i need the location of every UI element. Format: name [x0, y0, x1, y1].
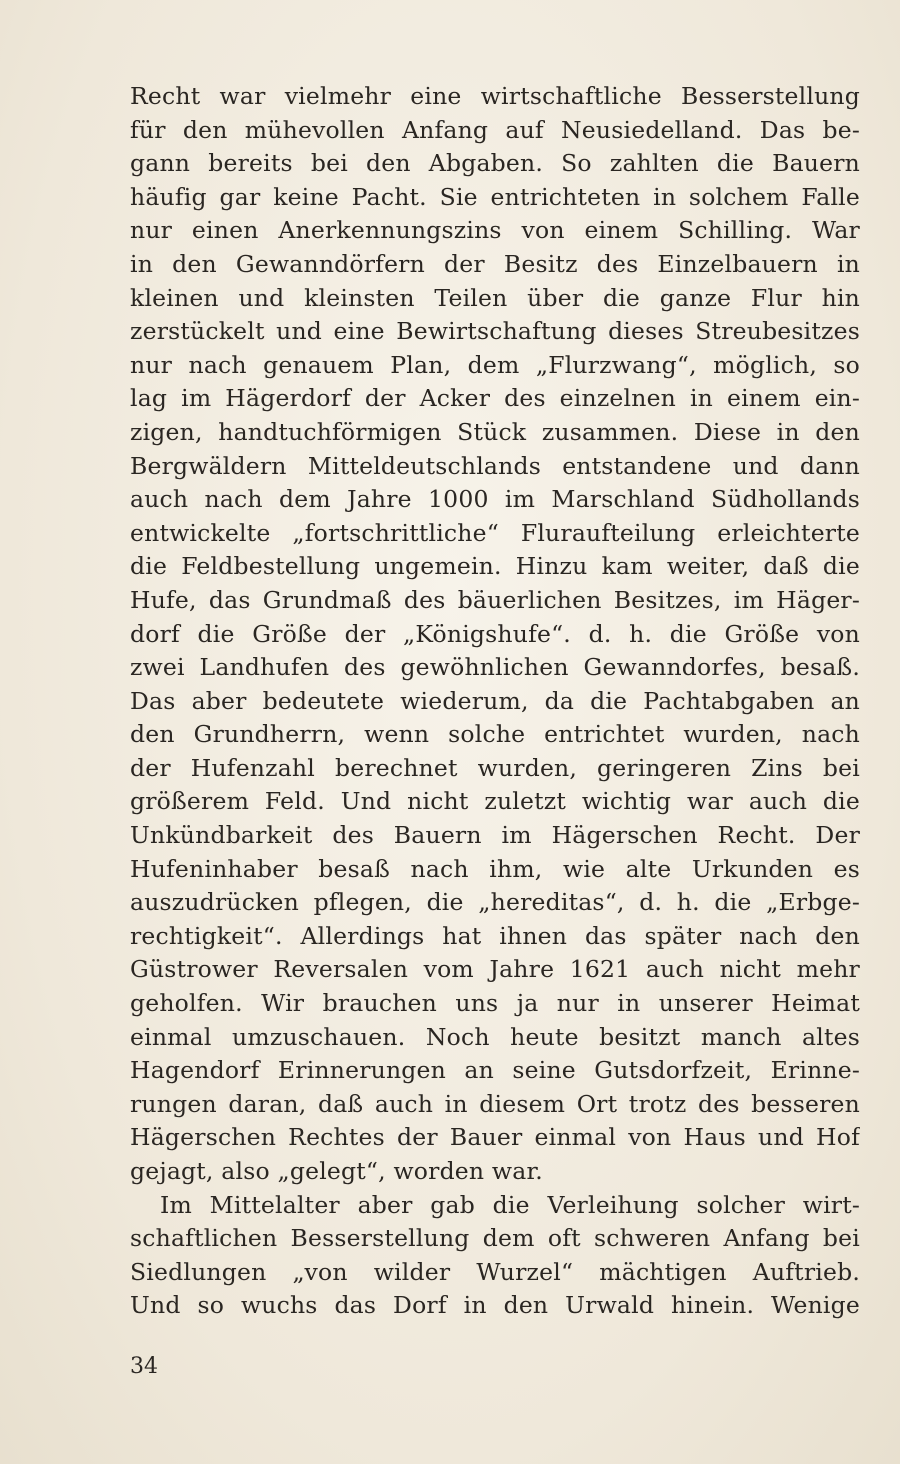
text-line: größerem Feld. Und nicht zuletzt wichtig war auch die — [130, 787, 860, 816]
text-line: rungen daran, daß auch in diesem Ort trotz des besseren — [130, 1089, 860, 1118]
text-line: Und so wuchs das Dorf in den Urwald hinein. Wenige — [130, 1291, 860, 1320]
text-line: Siedlungen „von wilder Wurzel“ mächtigen Auftrieb. — [130, 1257, 860, 1286]
text-line: Hufe, das Grundmaß des bäuerlichen Besitzes, im Häger- — [130, 585, 860, 614]
text-line: zigen, handtuchförmigen Stück zusammen. Diese in den — [130, 417, 860, 446]
text-line: gejagt, also „gelegt“, worden war. — [130, 1157, 543, 1185]
text-line: gann bereits bei den Abgaben. So zahlten die Bauern — [130, 149, 860, 178]
text-line: nur einen Anerkennungszins von einem Schilling. War — [130, 216, 860, 245]
text-line: dorf die Größe der „Königshufe“. d. h. die Größe von — [130, 619, 860, 648]
text-line: die Feldbestellung ungemein. Hinzu kam weiter, daß die — [130, 552, 860, 581]
text-line: Hufeninhaber besaß nach ihm, wie alte Urkunden es — [130, 854, 860, 883]
text-line: Bergwäldern Mitteldeutschlands entstandene und dann — [130, 451, 860, 480]
text-line: entwickelte „fortschrittliche“ Fluraufteilung erleichterte — [130, 518, 860, 547]
text-line: nur nach genauem Plan, dem „Flurzwang“, möglich, so — [130, 350, 860, 379]
text-line: Güstrower Reversalen vom Jahre 1621 auch nicht mehr — [130, 955, 860, 984]
text-line: Hägerschen Rechtes der Bauer einmal von Haus und Hof — [130, 1123, 860, 1152]
text-line: lag im Hägerdorf der Acker des einzelnen in einem ein- — [130, 384, 860, 413]
text-line: Das aber bedeutete wiederum, da die Pachtabgaben an — [130, 686, 860, 715]
text-line: in den Gewanndörfern der Besitz des Einzelbauern in — [130, 249, 860, 278]
text-line: den Grundherrn, wenn solche entrichtet wurden, nach — [130, 720, 860, 749]
text-line: geholfen. Wir brauchen uns ja nur in unserer Heimat — [130, 989, 860, 1018]
text-line: Im Mittelalter aber gab die Verleihung solcher wirt- — [160, 1190, 860, 1219]
text-line: für den mühevollen Anfang auf Neusiedelland. Das be- — [130, 115, 860, 144]
text-line: einmal umzuschauen. Noch heute besitzt manch altes — [130, 1022, 860, 1051]
paragraph-2 — [130, 1189, 860, 1323]
text-line: auch nach dem Jahre 1000 im Marschland Südhollands — [130, 485, 860, 514]
text-line: kleinen und kleinsten Teilen über die ganze Flur hin — [130, 283, 860, 312]
text-line: der Hufenzahl berechnet wurden, geringeren Zins bei — [130, 753, 860, 782]
text-line: Hagendorf Erinnerungen an seine Gutsdorfzeit, Erinne- — [130, 1056, 860, 1085]
text-line: zwei Landhufen des gewöhnlichen Gewanndorfes, besaß. — [130, 653, 860, 682]
page-number: 34 — [130, 1354, 158, 1379]
paragraph-1 — [130, 80, 860, 1189]
body-text — [130, 80, 860, 1323]
text-line: schaftlichen Besserstellung dem oft schweren Anfang bei — [130, 1224, 860, 1253]
text-line: auszudrücken pflegen, die „hereditas“, d. h. die „Erbge- — [130, 888, 860, 917]
text-line: rechtigkeit“. Allerdings hat ihnen das später nach den — [130, 921, 860, 950]
text-line: häufig gar keine Pacht. Sie entrichteten in solchem Falle — [130, 182, 860, 211]
text-line: Recht war vielmehr eine wirtschaftliche Besserstellung — [130, 82, 860, 110]
text-line: Unkündbarkeit des Bauern im Hägerschen Recht. Der — [130, 821, 860, 850]
text-line: zerstückelt und eine Bewirtschaftung dieses Streubesitzes — [130, 317, 860, 346]
